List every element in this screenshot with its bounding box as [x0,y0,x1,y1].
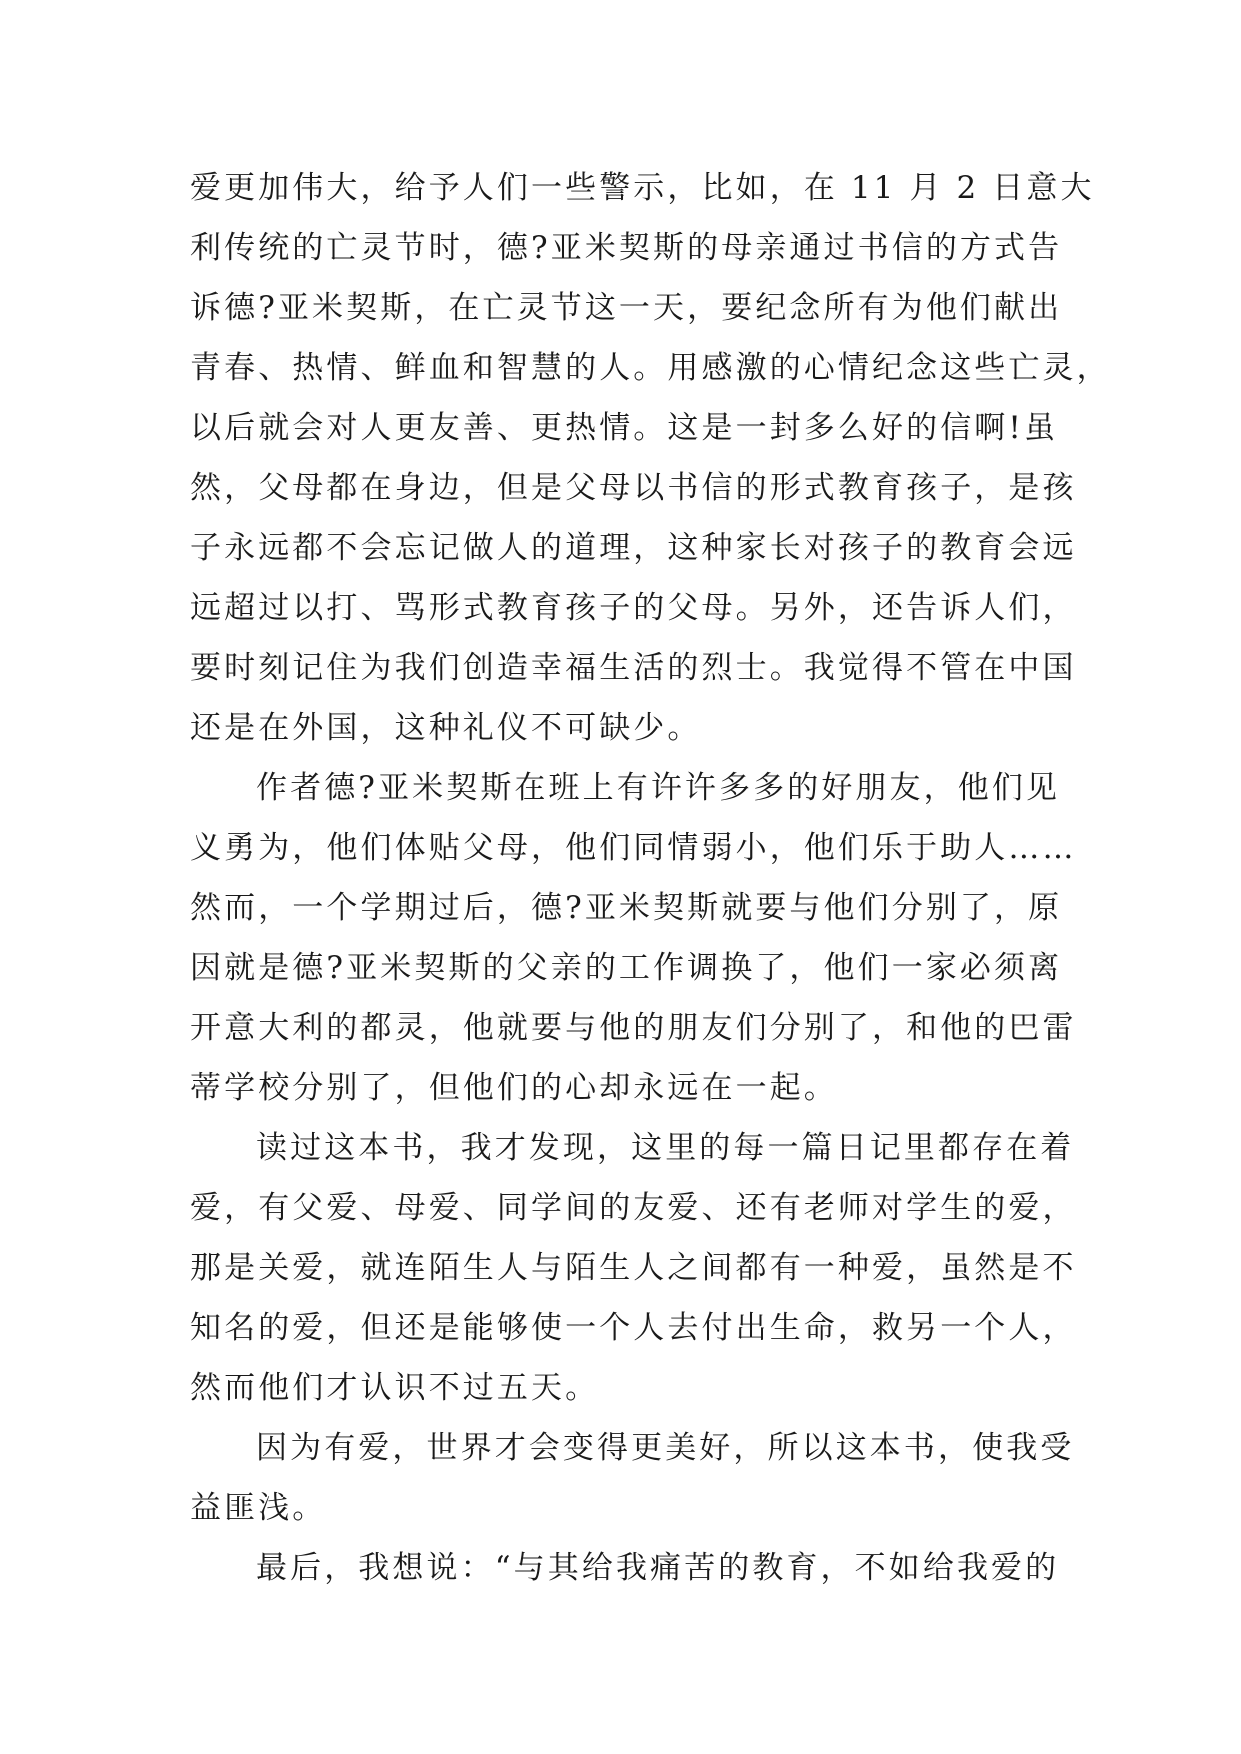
text-line: 子永远都不会忘记做人的道理，这种家长对孩子的教育会远 [190,530,1077,566]
text-line: 因就是德?亚米契斯的父亲的工作调换了，他们一家必须离 [190,950,1063,986]
text-line: 知名的爱，但还是能够使一个人去付出生命，救另一个人， [190,1310,1077,1346]
paragraph-3 [190,1118,1077,1418]
paragraph-5 [190,1538,1060,1598]
text-line: 因为有爱，世界才会变得更美好，所以这本书，使我受 [256,1430,1075,1466]
text-line: 爱，有父爱、母爱、同学间的友爱、还有老师对学生的爱， [190,1190,1077,1226]
text-line: 远超过以打、骂形式教育孩子的父母。另外，还告诉人们， [190,590,1077,626]
text-line: 蒂学校分别了，但他们的心却永远在一起。 [190,1070,838,1106]
text-line: 最后，我想说：“与其给我痛苦的教育，不如给我爱的 [256,1550,1060,1586]
text-line: 爱更加伟大，给予人们一些警示，比如，在 11 月 2 日意大 [190,170,1095,206]
text-line: 利传统的亡灵节时，德?亚米契斯的母亲通过书信的方式告 [190,230,1063,266]
text-line: 开意大利的都灵，他就要与他的朋友们分别了，和他的巴雷 [190,1010,1077,1046]
text-line: 那是关爱，就连陌生人与陌生人之间都有一种爱，虽然是不 [190,1250,1077,1286]
text-line: 义勇为，他们体贴父母，他们同情弱小，他们乐于助人…… [190,830,1077,866]
text-line: 读过这本书，我才发现，这里的每一篇日记里都存在着 [256,1130,1075,1166]
text-line: 青春、热情、鲜血和智慧的人。用感激的心情纪念这些亡灵， [190,350,1111,386]
paragraph-2 [190,758,1077,1118]
text-line: 益匪浅。 [190,1490,327,1526]
text-line: 作者德?亚米契斯在班上有许许多多的好朋友，他们见 [256,770,1061,806]
text-line: 然而他们才认识不过五天。 [190,1370,600,1406]
text-line: 以后就会对人更友善、更热情。这是一封多么好的信啊!虽 [190,410,1059,446]
document-body [190,158,1111,1598]
text-line: 然，父母都在身边，但是父母以书信的形式教育孩子，是孩 [190,470,1077,506]
paragraph-4 [190,1418,1075,1538]
text-line: 要时刻记住为我们创造幸福生活的烈士。我觉得不管在中国 [190,650,1077,686]
text-line: 诉德?亚米契斯，在亡灵节这一天，要纪念所有为他们献出 [190,290,1063,326]
paragraph-1 [190,158,1111,758]
text-line: 还是在外国，这种礼仪不可缺少。 [190,710,702,746]
text-line: 然而，一个学期过后，德?亚米契斯就要与他们分别了，原 [190,890,1063,926]
